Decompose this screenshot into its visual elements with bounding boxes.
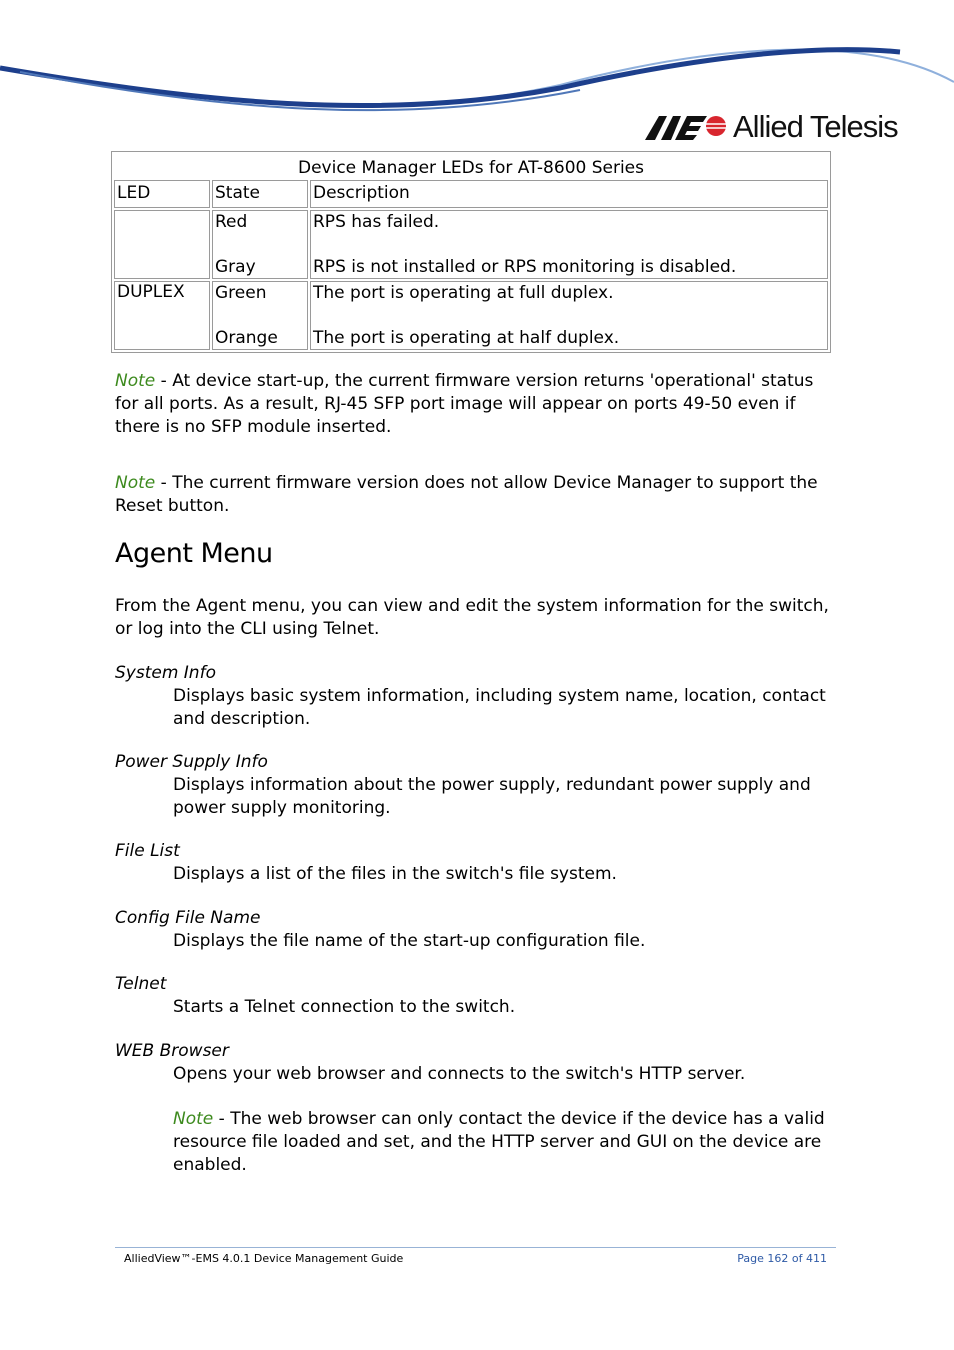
term-telnet: Telnet <box>115 974 167 994</box>
led-table <box>111 151 831 353</box>
definition-power-supply-info: Displays information about the power supply, redundant power supply and power supply monitoring. <box>173 775 811 818</box>
definition-web-browser: Opens your web browser and connects to the switch's HTTP server. <box>173 1064 746 1084</box>
state-value: Orange <box>215 328 278 348</box>
logo-text: Allied Telesis <box>733 109 898 144</box>
state-cell <box>212 210 308 279</box>
table-caption: Device Manager LEDs for AT-8600 Series <box>297 158 645 178</box>
definition-telnet: Starts a Telnet connection to the switch. <box>173 997 516 1017</box>
footer-page-number: Page 162 of 411 <box>737 1252 827 1265</box>
note-text: - The current firmware version does not allow Device Manager to support the Reset button. <box>115 473 818 516</box>
footer-document-title: AlliedView™-EMS 4.0.1 Device Management Guide <box>124 1252 404 1265</box>
term-config-file-name: Config File Name <box>115 908 261 928</box>
note-keyword: Note <box>115 473 156 493</box>
footer-divider <box>115 1247 836 1248</box>
term-power-supply-info: Power Supply Info <box>115 752 268 772</box>
logo-mark-icon <box>645 114 727 140</box>
note-text: - The web browser can only contact the device if the device has a valid resource file loaded and set, and the HTTP server and GUI on the device are enabled. <box>173 1109 825 1175</box>
state-value: Green <box>215 283 267 303</box>
term-web-browser: WEB Browser <box>115 1041 229 1061</box>
note-text: - At device start-up, the current firmware version returns 'operational' status for all ports. As a result, RJ-45 SFP port image will appear on ports 49-50 even if there is no SFP module inserted. <box>115 371 814 437</box>
column-header-state: State <box>212 180 308 208</box>
section-intro: From the Agent menu, you can view and edit the system information for the switch, or log into the CLI using Telnet. <box>115 596 829 639</box>
section-heading: Agent Menu <box>115 538 273 569</box>
note-paragraph <box>115 370 830 439</box>
definition-system-info: Displays basic system information, including system name, location, contact and description. <box>173 686 826 729</box>
definition-file-list: Displays a list of the files in the switch's file system. <box>173 864 617 884</box>
state-cell <box>212 281 308 350</box>
description-cell <box>310 210 828 279</box>
description-value: The port is operating at half duplex. <box>313 328 620 348</box>
description-value: The port is operating at full duplex. <box>313 283 614 303</box>
description-cell <box>310 281 828 350</box>
led-cell: DUPLEX <box>114 281 210 350</box>
state-value: Gray <box>215 257 256 277</box>
term-system-info: System Info <box>115 663 216 683</box>
note-keyword: Note <box>115 371 156 391</box>
column-header-description: Description <box>310 180 828 208</box>
state-value: Red <box>215 212 248 232</box>
table-row <box>114 210 828 279</box>
column-header-led: LED <box>114 180 210 208</box>
description-value: RPS has failed. <box>313 212 440 232</box>
definition-config-file-name: Displays the file name of the start-up configuration file. <box>173 931 646 951</box>
note-keyword: Note <box>173 1109 214 1129</box>
description-value: RPS is not installed or RPS monitoring is disabled. <box>313 257 737 277</box>
note-paragraph <box>115 472 830 518</box>
web-browser-note <box>173 1108 828 1177</box>
term-file-list: File List <box>115 841 180 861</box>
led-cell <box>114 210 210 279</box>
allied-telesis-logo <box>645 108 898 146</box>
table-row <box>114 281 828 350</box>
